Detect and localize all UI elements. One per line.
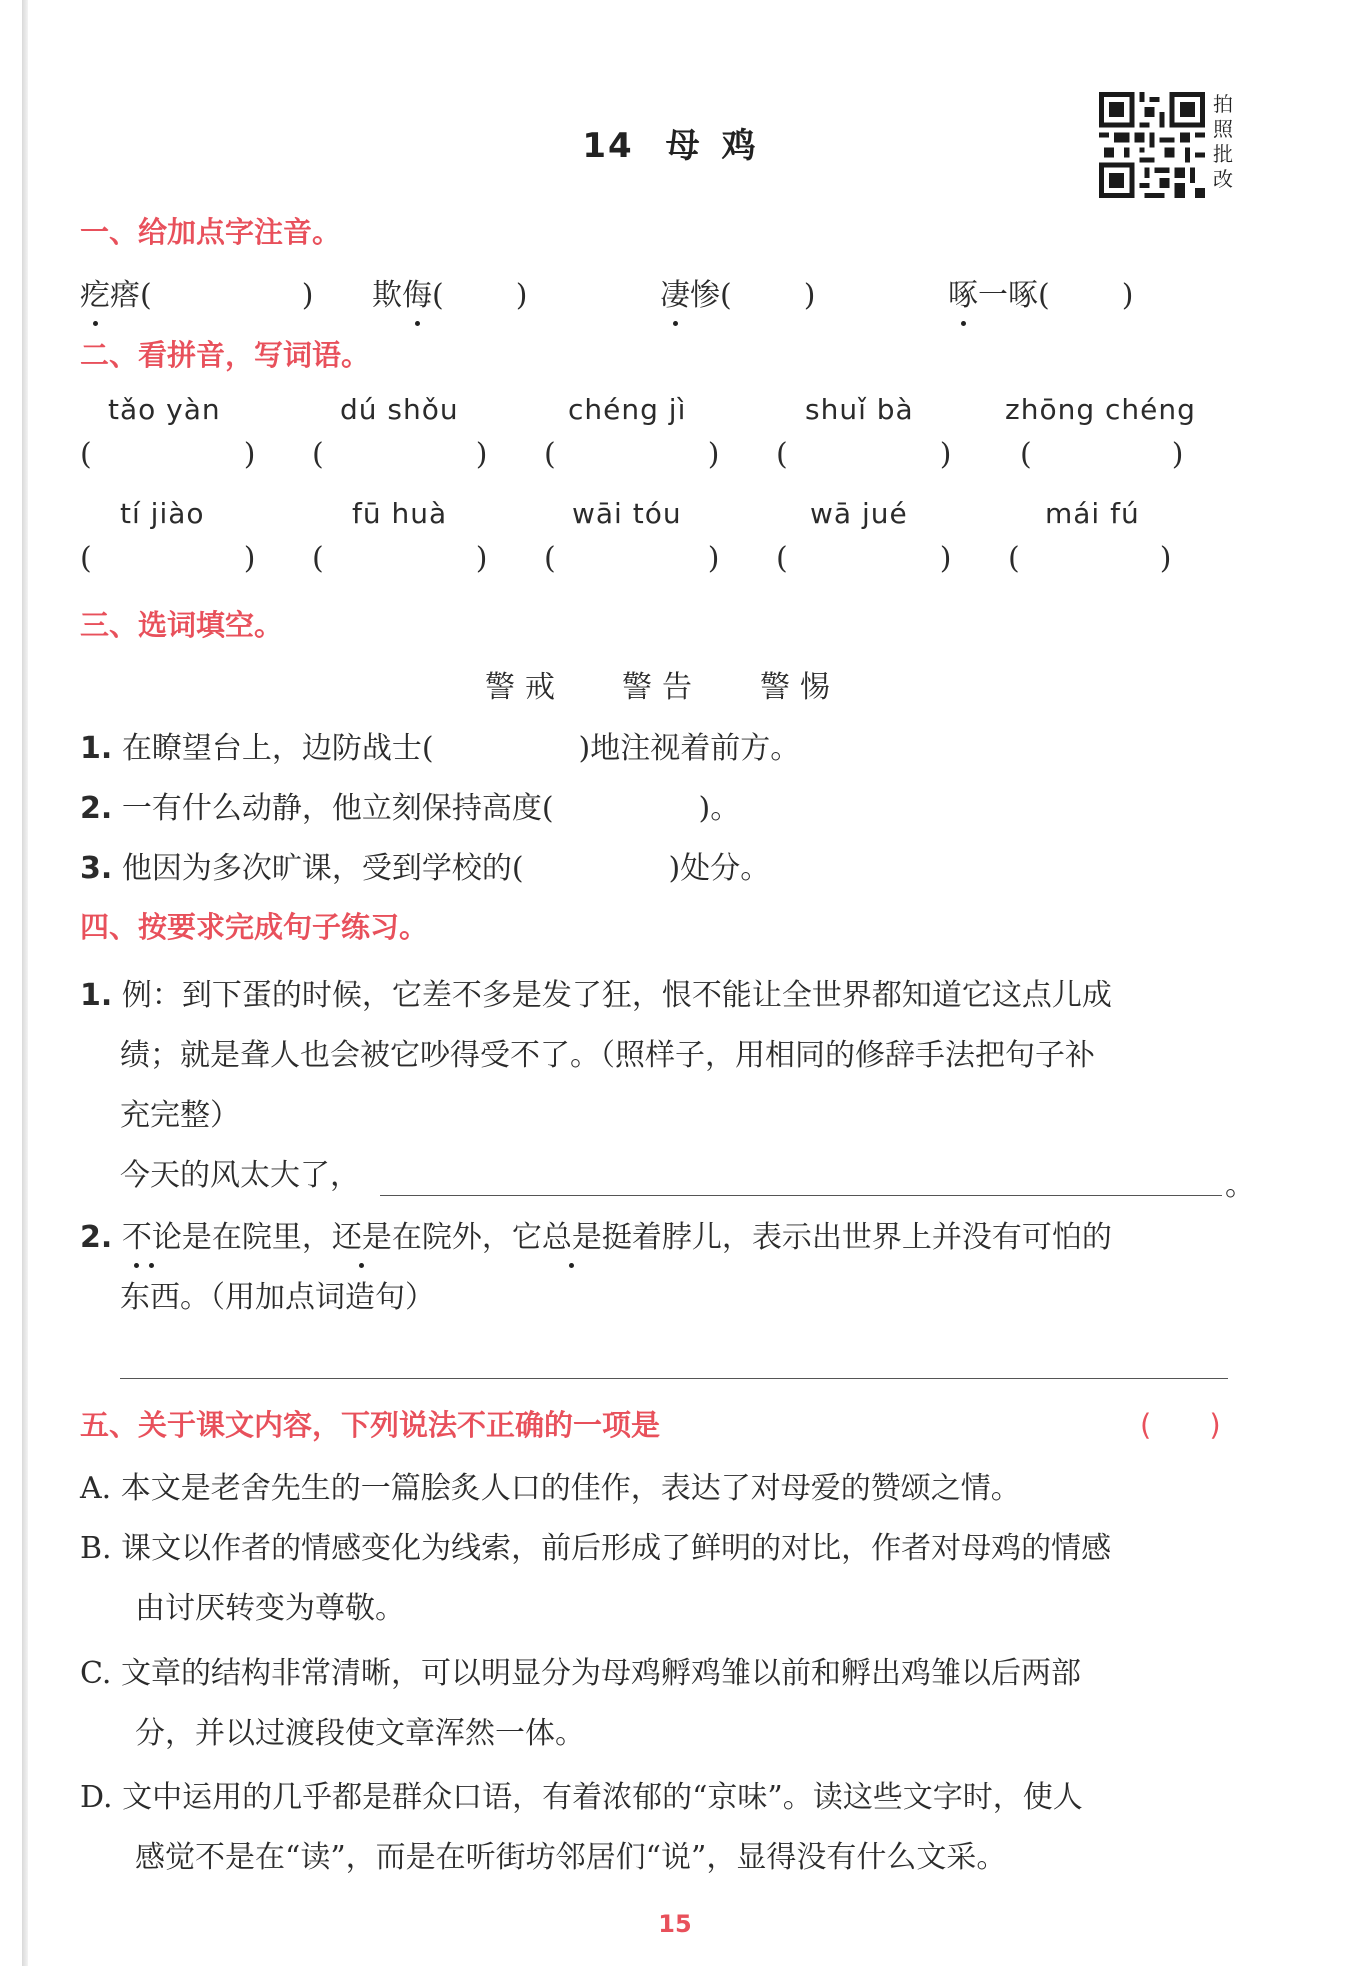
dotted-word: 总是 [542, 1212, 602, 1256]
answer-bracket[interactable]: ( ) [1140, 1408, 1221, 1442]
option-b[interactable]: B. 课文以作者的情感变化为线索，前后形成了鲜明的对比，作者对母鸡的情感 [80, 1531, 1112, 1566]
s4-q1-prompt: 今天的风太大了， [120, 1158, 360, 1193]
title-char-2: 鸡 [721, 126, 758, 166]
word-option: 警惕 [760, 670, 840, 705]
pinyin: zhōng chéng [1005, 393, 1196, 426]
s3-question-3: 3. 他因为多次旷课，受到学校的( )处分。 [80, 851, 771, 886]
word-option: 警戒 [485, 670, 565, 705]
section-3-heading: 三、选词填空。 [80, 608, 284, 642]
answer-bracket[interactable]: ( ) [312, 437, 488, 472]
answer-line[interactable] [380, 1195, 1222, 1196]
answer-bracket[interactable]: ( ) [1008, 541, 1172, 576]
pinyin: mái fú [1045, 497, 1140, 530]
pinyin: chéng jì [568, 393, 687, 426]
pinyin: tí jiào [120, 497, 205, 530]
section-2-heading: 二、看拼音，写词语。 [80, 338, 371, 372]
answer-bracket[interactable]: ( ) [776, 437, 952, 472]
book-spine-shadow [22, 0, 28, 1966]
s1-item-3: 凄惨( ) [660, 270, 815, 314]
answer-bracket[interactable]: ( ) [544, 541, 720, 576]
dotted-char: 啄 [948, 270, 978, 314]
answer-bracket[interactable]: ( ) [544, 437, 720, 472]
option-c[interactable]: C. 文章的结构非常清晰，可以明显分为母鸡孵鸡雏以前和孵出鸡雏以后两部 [80, 1656, 1081, 1691]
s4-q1-line-1: 1. 例：到下蛋的时候，它差不多是发了狂，恨不能让全世界都知道它这点儿成 [80, 978, 1112, 1013]
section-1-heading: 一、给加点字注音。 [80, 215, 342, 249]
dotted-char: 凄 [660, 270, 690, 314]
option-a[interactable]: A. 本文是老舍先生的一篇脍炙人口的佳作，表达了对母爱的赞颂之情。 [80, 1471, 1021, 1506]
option-c-line-2: 分，并以过渡段使文章浑然一体。 [135, 1716, 585, 1751]
s1-item-1: 疙瘩( ) [80, 270, 313, 314]
pinyin: fū huà [352, 497, 448, 530]
dotted-word: 不论 [122, 1212, 182, 1256]
pinyin: wā jué [810, 497, 908, 530]
answer-bracket[interactable]: ( ) [80, 541, 256, 576]
option-d[interactable]: D. 文中运用的几乎都是群众口语，有着浓郁的“京味”。读这些文字时，使人 [80, 1780, 1083, 1815]
page-number: 15 [658, 1910, 692, 1938]
section-4-heading: 四、按要求完成句子练习。 [80, 910, 429, 944]
qr-label: 拍照批改 [1213, 92, 1233, 191]
lesson-number: 14 [582, 126, 634, 166]
answer-line[interactable] [120, 1378, 1228, 1379]
answer-bracket[interactable]: ( ) [80, 437, 256, 472]
section-5-heading: 五、关于课文内容，下列说法不正确的一项是 [80, 1408, 661, 1442]
s3-question-1: 1. 在瞭望台上，边防战士( )地注视着前方。 [80, 731, 801, 766]
answer-bracket[interactable]: ( ) [776, 541, 952, 576]
pinyin: dú shǒu [340, 393, 459, 426]
dotted-word: 还是 [332, 1212, 392, 1256]
answer-bracket[interactable]: ( ) [312, 541, 488, 576]
dotted-char: 疙 [80, 270, 110, 314]
s3-question-2: 2. 一有什么动静，他立刻保持高度( )。 [80, 791, 741, 826]
pinyin: shuǐ bà [805, 393, 914, 426]
option-b-line-2: 由讨厌转变为尊敬。 [135, 1591, 405, 1626]
s4-q2-line-2: 东西。（用加点词造句） [120, 1280, 435, 1315]
s4-q1-line-2: 绩；就是聋人也会被它吵得受不了。（照样子，用相同的修辞手法把句子补 [120, 1038, 1095, 1073]
title-char-1: 母 [665, 126, 702, 166]
pinyin: wāi tóu [572, 497, 682, 530]
s4-q1-line-3: 充完整） [120, 1098, 240, 1133]
s1-item-2: 欺侮( ) [372, 270, 527, 314]
s4-q2-line-1: 2. 不论是在院里，还是在院外，它总是挺着脖儿，表示出世界上并没有可怕的 [80, 1212, 1112, 1256]
answer-bracket[interactable]: ( ) [1020, 437, 1184, 472]
qr-code-icon[interactable] [1098, 92, 1206, 198]
word-option: 警告 [622, 670, 702, 705]
s4-q1-period: 。 [1225, 1168, 1255, 1203]
option-d-line-2: 感觉不是在“读”，而是在听街坊邻居们“说”，显得没有什么文采。 [135, 1840, 1007, 1875]
pinyin: tǎo yàn [108, 393, 221, 426]
s1-item-4: 啄一啄( ) [948, 270, 1133, 314]
dotted-char: 侮 [402, 270, 432, 314]
